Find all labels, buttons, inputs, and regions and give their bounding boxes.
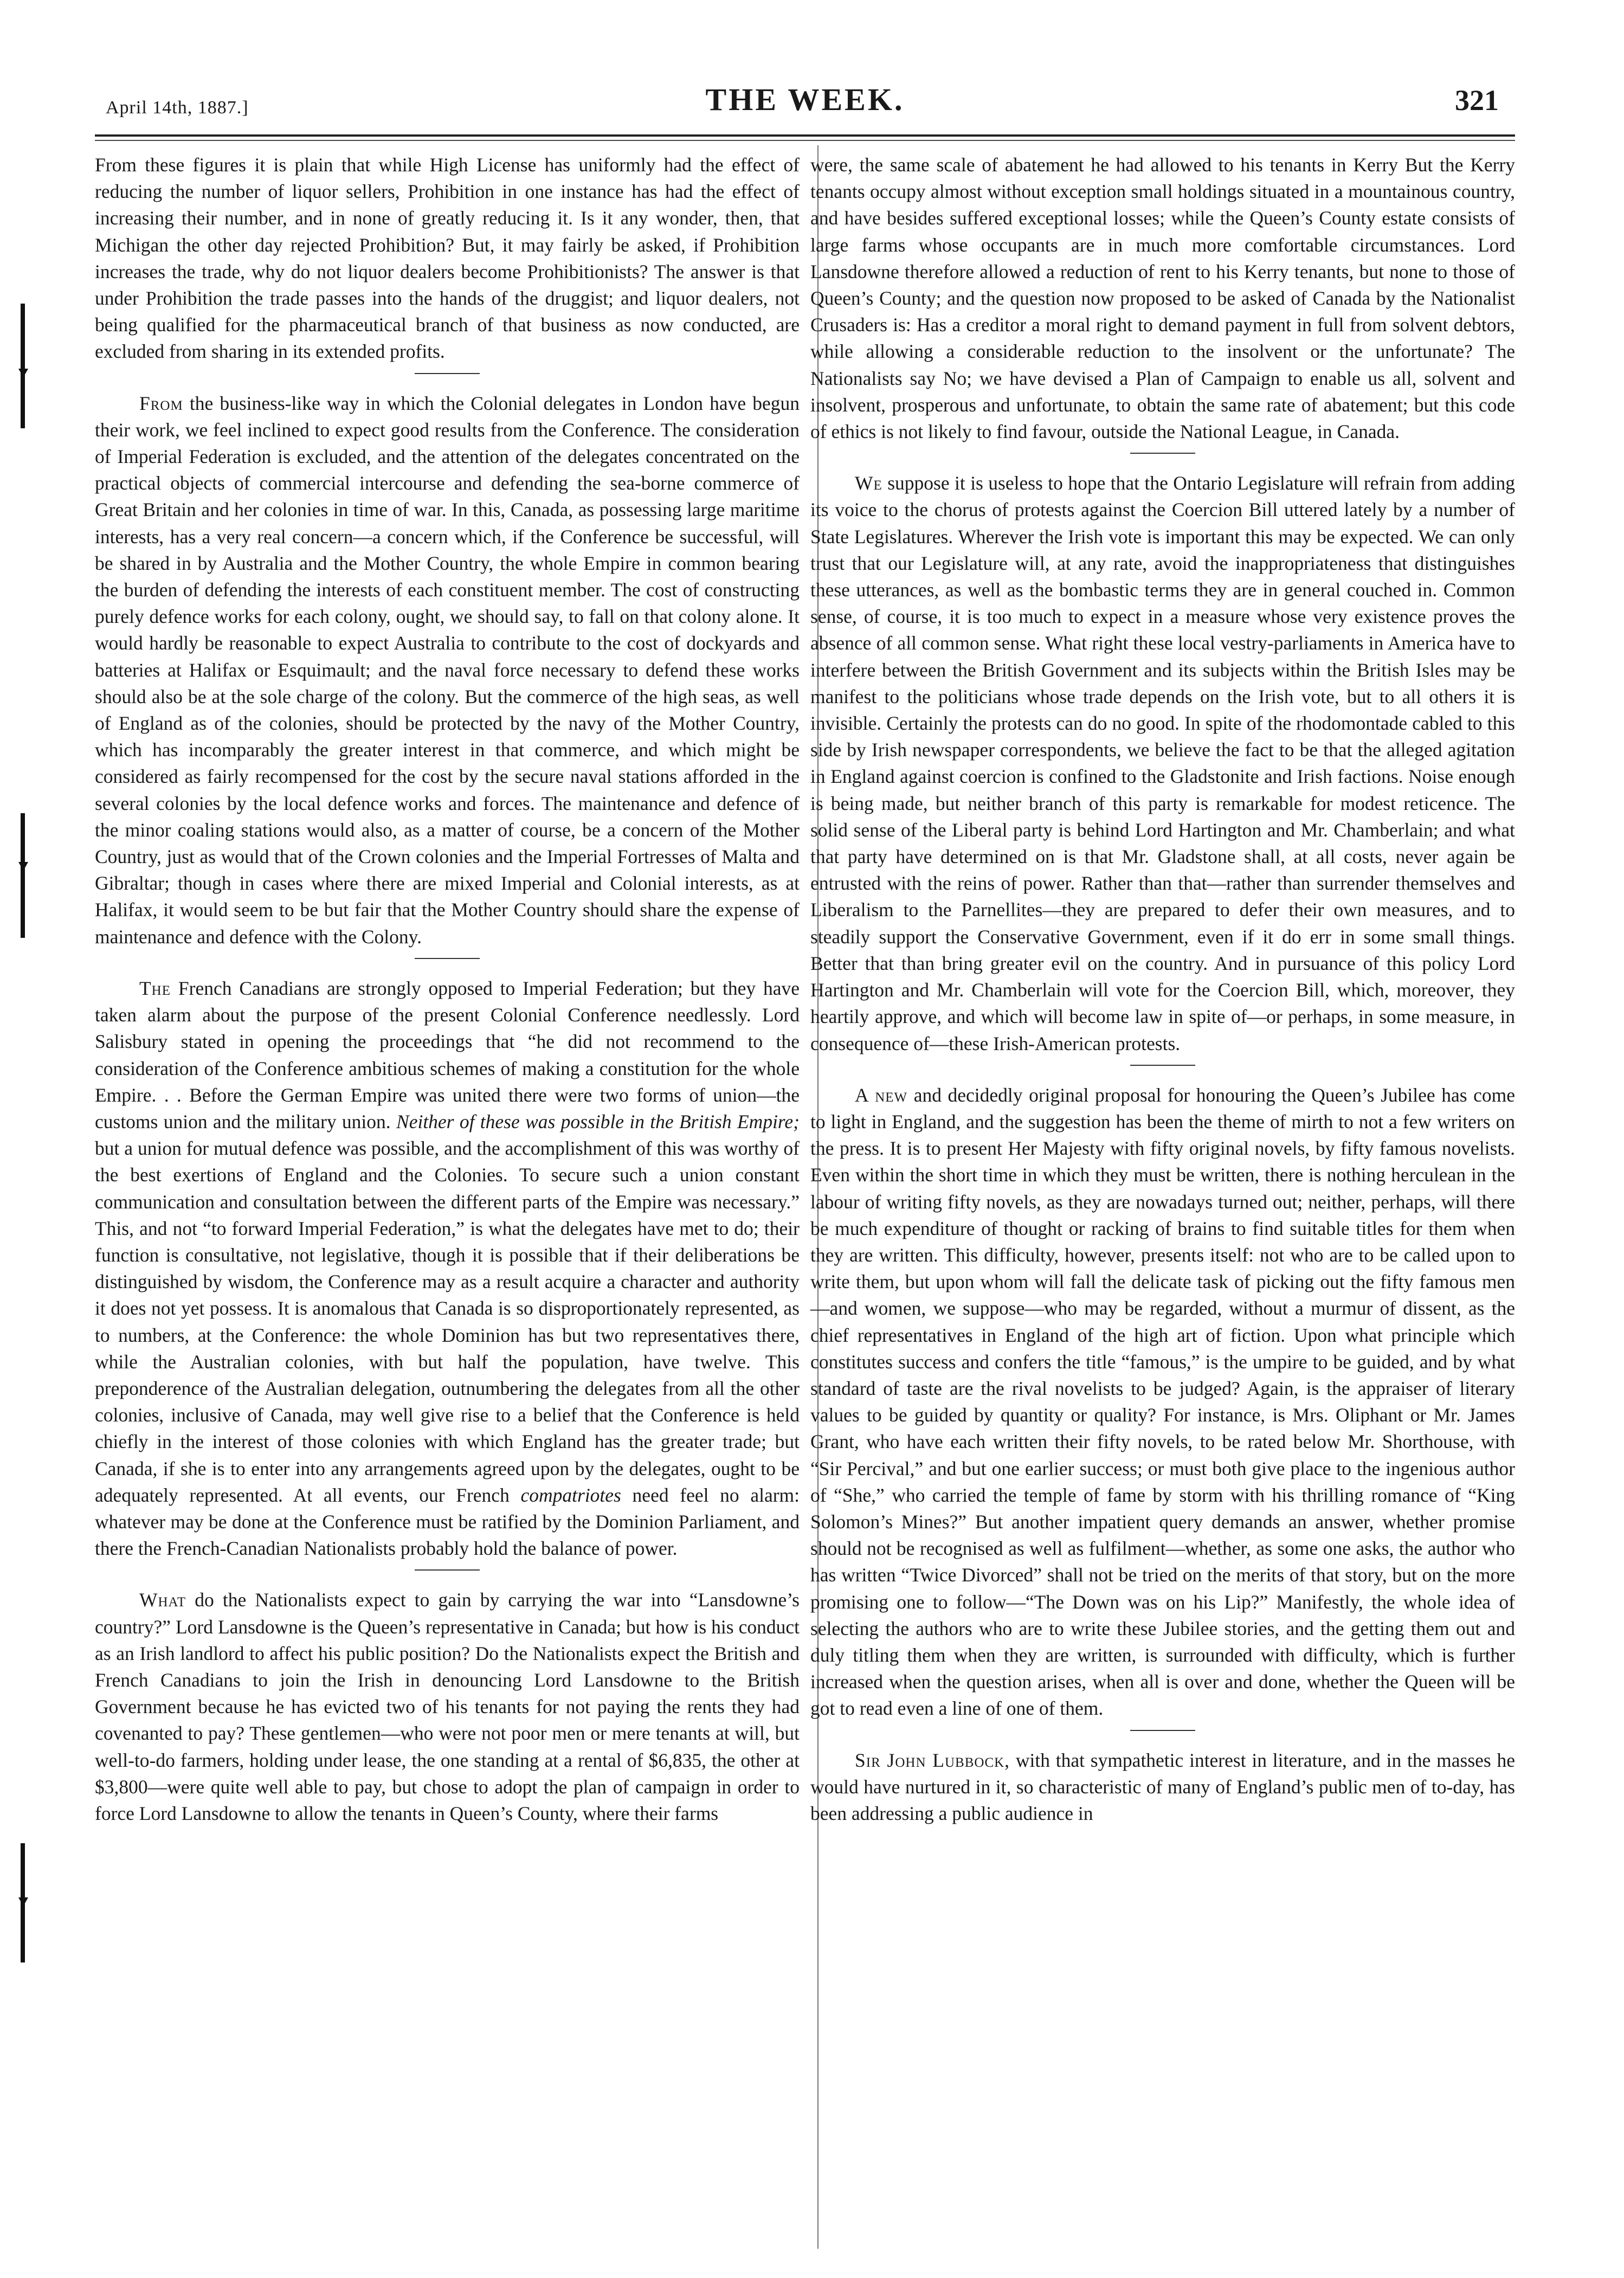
paragraph-body: and decidedly original proposal for honouring the Queen’s Jubilee has come to light in England, and the suggestion has been the theme of mirth to not a few writers on the press. It is to present Her Majesty with fifty original novels, by fifty famous novelists. Even within the short time in which they must be written, there is nothing herculean in the labour of writing fifty novels, as they are nowadays turned out; neither, perhaps, will there be much expenditure of thought or racking of brains to find suitable titles for them when they are written. This difficulty, however, presents itself: not who are to be called upon to write them, but upon whom will fall the delicate task of picking out the fifty famous men—and women, we suppose—who may be regarded, without a murmur of dissent, as the chief representatives in England of the high art of fiction. Upon what principle which constitutes success and confers the title “famous,” is the umpire to be guided, and by what standard of taste are the rival novelists to be judged? Again, is the appraiser of literary values to be guided by quantity or quality? For instance, is Mrs. Oliphant or Mr. James Grant, who have each written their fifty novels, to be rated below Mr. Shorthouse, with “Sir Percival,” and but one earlier success; or must both give place to the ingenious author of “She,” who carried the temple of fame by storm with his thrilling romance of “King Solomon’s Mines?” But another impatient query demands an answer, whether promise should not be recognised as well as fulfilment—whether, as some one asks, the author who has written “Twice Divorced” shall not be tried on the merits of that story, but on the more promising one to follow—“The Down was on his Lip?” Manifestly, the whole idea of selecting the authors who are to write these Jubilee stories, and the getting them out and duly titling them when they are written, is surrounded with difficulty, which is further increased when the question arises, when all is over and done, whether the Queen will be got to read even a line of one of them. [810,1084,1515,1720]
section-separator [1130,1730,1195,1731]
margin-binding-mark [21,813,25,938]
right-column [810,152,1515,1827]
section-separator [415,958,480,959]
margin-arrow-icon [18,369,28,377]
page-header [95,81,1515,130]
paragraph-lead: The [139,977,171,999]
issue-date: April 14th, 1887.] [106,98,249,118]
paragraph-body: need feel no alarm: whatever may be done at the Conference must be ratified by the Dominion Parliament, and there the French-Canadian Nationalists probably hold the balance of power. [95,1484,800,1560]
paragraph-french-canadians [95,975,800,1562]
section-separator [1130,1065,1195,1066]
margin-arrow-icon [18,862,28,871]
paragraph-lead: We [855,472,882,494]
paragraph-body: French Canadians are strongly opposed to Imperial Federation; but they have taken alarm about the purpose of the present Colonial Conference needlessly. Lord Salisbury stated in opening the proceedings that “he did not recommend to the consideration of the Conference ambitious schemes of making a constitution for the whole Empire. . . Before the German Empire was united there were two forms of union—the customs union and the military union. [95,977,800,1132]
header-rule-thick [95,134,1515,137]
paragraph-colonial-conference [95,390,800,950]
paragraph-italic: Neither of these was possible in the British Empire; [396,1110,800,1132]
paragraph-body: do the Nationalists expect to gain by carrying the war into “Lansdowne’s country?” Lord Lansdowne is the Queen’s representative in Canada; but how is his conduct as an Irish landlord to affect his public position? Do the Nationalists expect the British and French Canadians to join the Irish in denouncing Lord Lansdowne to the British Government because he has evicted two of his tenants for not paying the rents they had covenanted to pay? These gentlemen—who were not poor men or mere tenants at will, but well-to-do farmers, holding under lease, the one standing at a rental of $6,835, the other at $3,800—were quite well able to pay, but chose to adopt the plan of campaign in order to force Lord Lansdowne to allow the tenants in Queen’s County, where their farms [95,1589,800,1824]
paragraph-lubbock [810,1747,1515,1827]
paragraph-kerry-tenants: were, the same scale of abatement he had allowed to his tenants in Kerry But the Kerry tenants occupy almost without exception small holdings situated in a mountainous country, and have besides suffered exceptional losses; while the Queen’s County estate consists of large farms whose occupants are in much more comfortable circumstances. Lord Lansdowne therefore allowed a reduction of rent to his Kerry tenants, but none to those of Queen’s County; and the question now proposed to be asked of Canada by the Nationalist Crusaders is: Has a creditor a moral right to demand payment in full from solvent debtors, while allowing a considerable reduction to the insolvent or the unfortunate? The Nationalists say No; we have devised a Plan of Campaign to enable us all, solvent and insolvent, prosperous and unfortunate, to obtain the same rate of abatement; but this code of ethics is not likely to find favour, outside the National League, in Canada. [810,154,1515,443]
header-rule-thin [95,140,1515,141]
section-separator [1130,453,1195,454]
section-separator [415,1569,480,1571]
paragraph-lead: Sir John Lubbock, [855,1749,1010,1771]
section-separator [415,373,480,374]
paragraph-ontario-legislature [810,470,1515,1057]
paragraph-body: but a union for mutual defence was possible, and the accomplishment of this was worthy of the best exertions of England and the Colonies. To secure such a union constant communication and consultation between the different parts of the Empire was necessary.” This, and not “to forward Imperial Federation,” is what the delegates have met to do; their function is consultative, not legislative, though it is possible that if their deliberations be distinguished by wisdom, the Conference may as a result acquire a character and authority it does not yet possess. It is anomalous that Canada is so disproportionately represented, as to numbers, at the Conference: the whole Dominion has but two representatives there, while the Australian colonies, with but half the population, have twelve. This preponderence of the Australian delegation, outnumbering the delegates from all the other colonies, inclusive of Canada, may well give rise to a belief that the Conference is held chiefly in the interest of those colonies with which England has the greater trade; but Canada, if she is to enter into any arrangements agreed upon by the delegates, ought to be adequately represented. At all events, our French [95,1137,800,1506]
left-column [95,152,800,1827]
paragraph-body: suppose it is useless to hope that the Ontario Legislature will refrain from adding its voice to the chorus of protests against the Coercion Bill uttered lately by a number of State Legislatures. Wherever the Irish vote is important this may be expected. We can only trust that our Legislature will, at any rate, avoid the inappropriateness that distinguishes these utterances, as well as the bombastic terms they are in general couched in. Common sense, of course, it is too much to expect in a measure whose very existence proves the absence of all common sense. What right these local vestry-parliaments in America have to interfere between the British Government and its subjects within the British Isles may be manifest to the politicians whose trade depends on the Irish vote, but to all others it is invisible. Certainly the protests can do no good. In spite of the rhodomontade cabled to this side by Irish newspaper correspondents, we believe the fact to be that the alleged agitation in England against coercion is confined to the Gladstonite and Irish factions. Noise enough is being made, but neither branch of this party is remarkable for modest reticence. The solid sense of the Liberal party is behind Lord Hartington and Mr. Chamberlain; and what that party have determined on is that Mr. Gladstone shall, at all costs, never again be entrusted with the reins of power. Rather than that—rather than surrender themselves and Liberalism to the Parnellites—they are prepared to defer their own measures, and to steadily support the Conservative Government, even if it do err in some small things. Better that than bring greater evil on the country. And in pursuance of this policy Lord Hartington and Mr. Chamberlain will vote for the Coercion Bill, which, moreover, they heartily approve, and which will become law in spite of—or perhaps, in some measure, in consequence of—these Irish-American protests. [810,472,1515,1054]
page-number: 321 [1455,84,1499,117]
paragraph-high-license: From these figures it is plain that while High License has uniformly had the effect of reducing the number of liquor sellers, Prohibition in one instance has had the effect of increasing their number, and in none of greatly reducing it. Is it any wonder, then, that Michigan the other day rejected Prohibition? But, it may fairly be asked, if Prohibition increases the trade, why do not liquor dealers become Prohibitionists? The answer is that under Prohibition the trade passes into the hands of the druggist; and liquor dealers, not being qualified for the pharmaceutical branch of that business as now conducted, are excluded from sharing in its extended profits. [95,154,800,363]
paragraph-jubilee-novels [810,1082,1515,1722]
paragraph-lead: A new [855,1084,908,1106]
margin-binding-mark [21,304,25,428]
masthead-title: THE WEEK. [705,82,905,117]
paragraph-body: with that sympathetic interest in literature, and in the masses he would have nurtured in it, so characteristic of many of England’s public men of to-day, has been addressing a public audience in [810,1749,1515,1824]
paragraph-lead: What [139,1589,186,1611]
paragraph-nationalists [95,1587,800,1827]
paragraph-body: the business-like way in which the Colonial delegates in London have begun their work, we feel inclined to expect good results from the Conference. The consideration of Imperial Federation is excluded, and the attention of the delegates concentrated on the practical objects of commercial intercourse and defending the sea-borne commerce of Great Britain and her colonies in time of war. In this, Canada, as possessing large maritime interests, has a very real concern—a concern which, if the Conference be successful, will be shared in by Australia and the Mother Country, the whole Empire in common bearing the burden of defending the interests of each constituent member. The cost of constructing purely defence works for each colony, ought, we should say, to fall on that colony alone. It would hardly be reasonable to expect Australia to contribute to the cost of dockyards and batteries at Halifax or Esquimault; and the naval force necessary to defend these works should also be at the sole charge of the colony. But the commerce of the high seas, as well of England as of the colonies, should be protected by the navy of the Mother Country, which has incomparably the greater interest in that commerce, and which might be considered as fairly recompensed for the cost by the secure naval stations afforded in the several colonies by the local defence works and forces. The maintenance and defence of the minor coaling stations would also, as a matter of course, be a concern of the Mother Country, just as would that of the Crown colonies and the Imperial Fortresses of Malta and Gibraltar; though in cases where there are mixed Imperial and Colonial interests, as at Halifax, it would seem to be but fair that the Mother Country should share the expense of maintenance and defence with the Colony. [95,392,800,948]
paragraph-lead: From [139,392,183,414]
margin-arrow-icon [18,1897,28,1906]
paragraph-italic: compatriotes [520,1484,621,1506]
